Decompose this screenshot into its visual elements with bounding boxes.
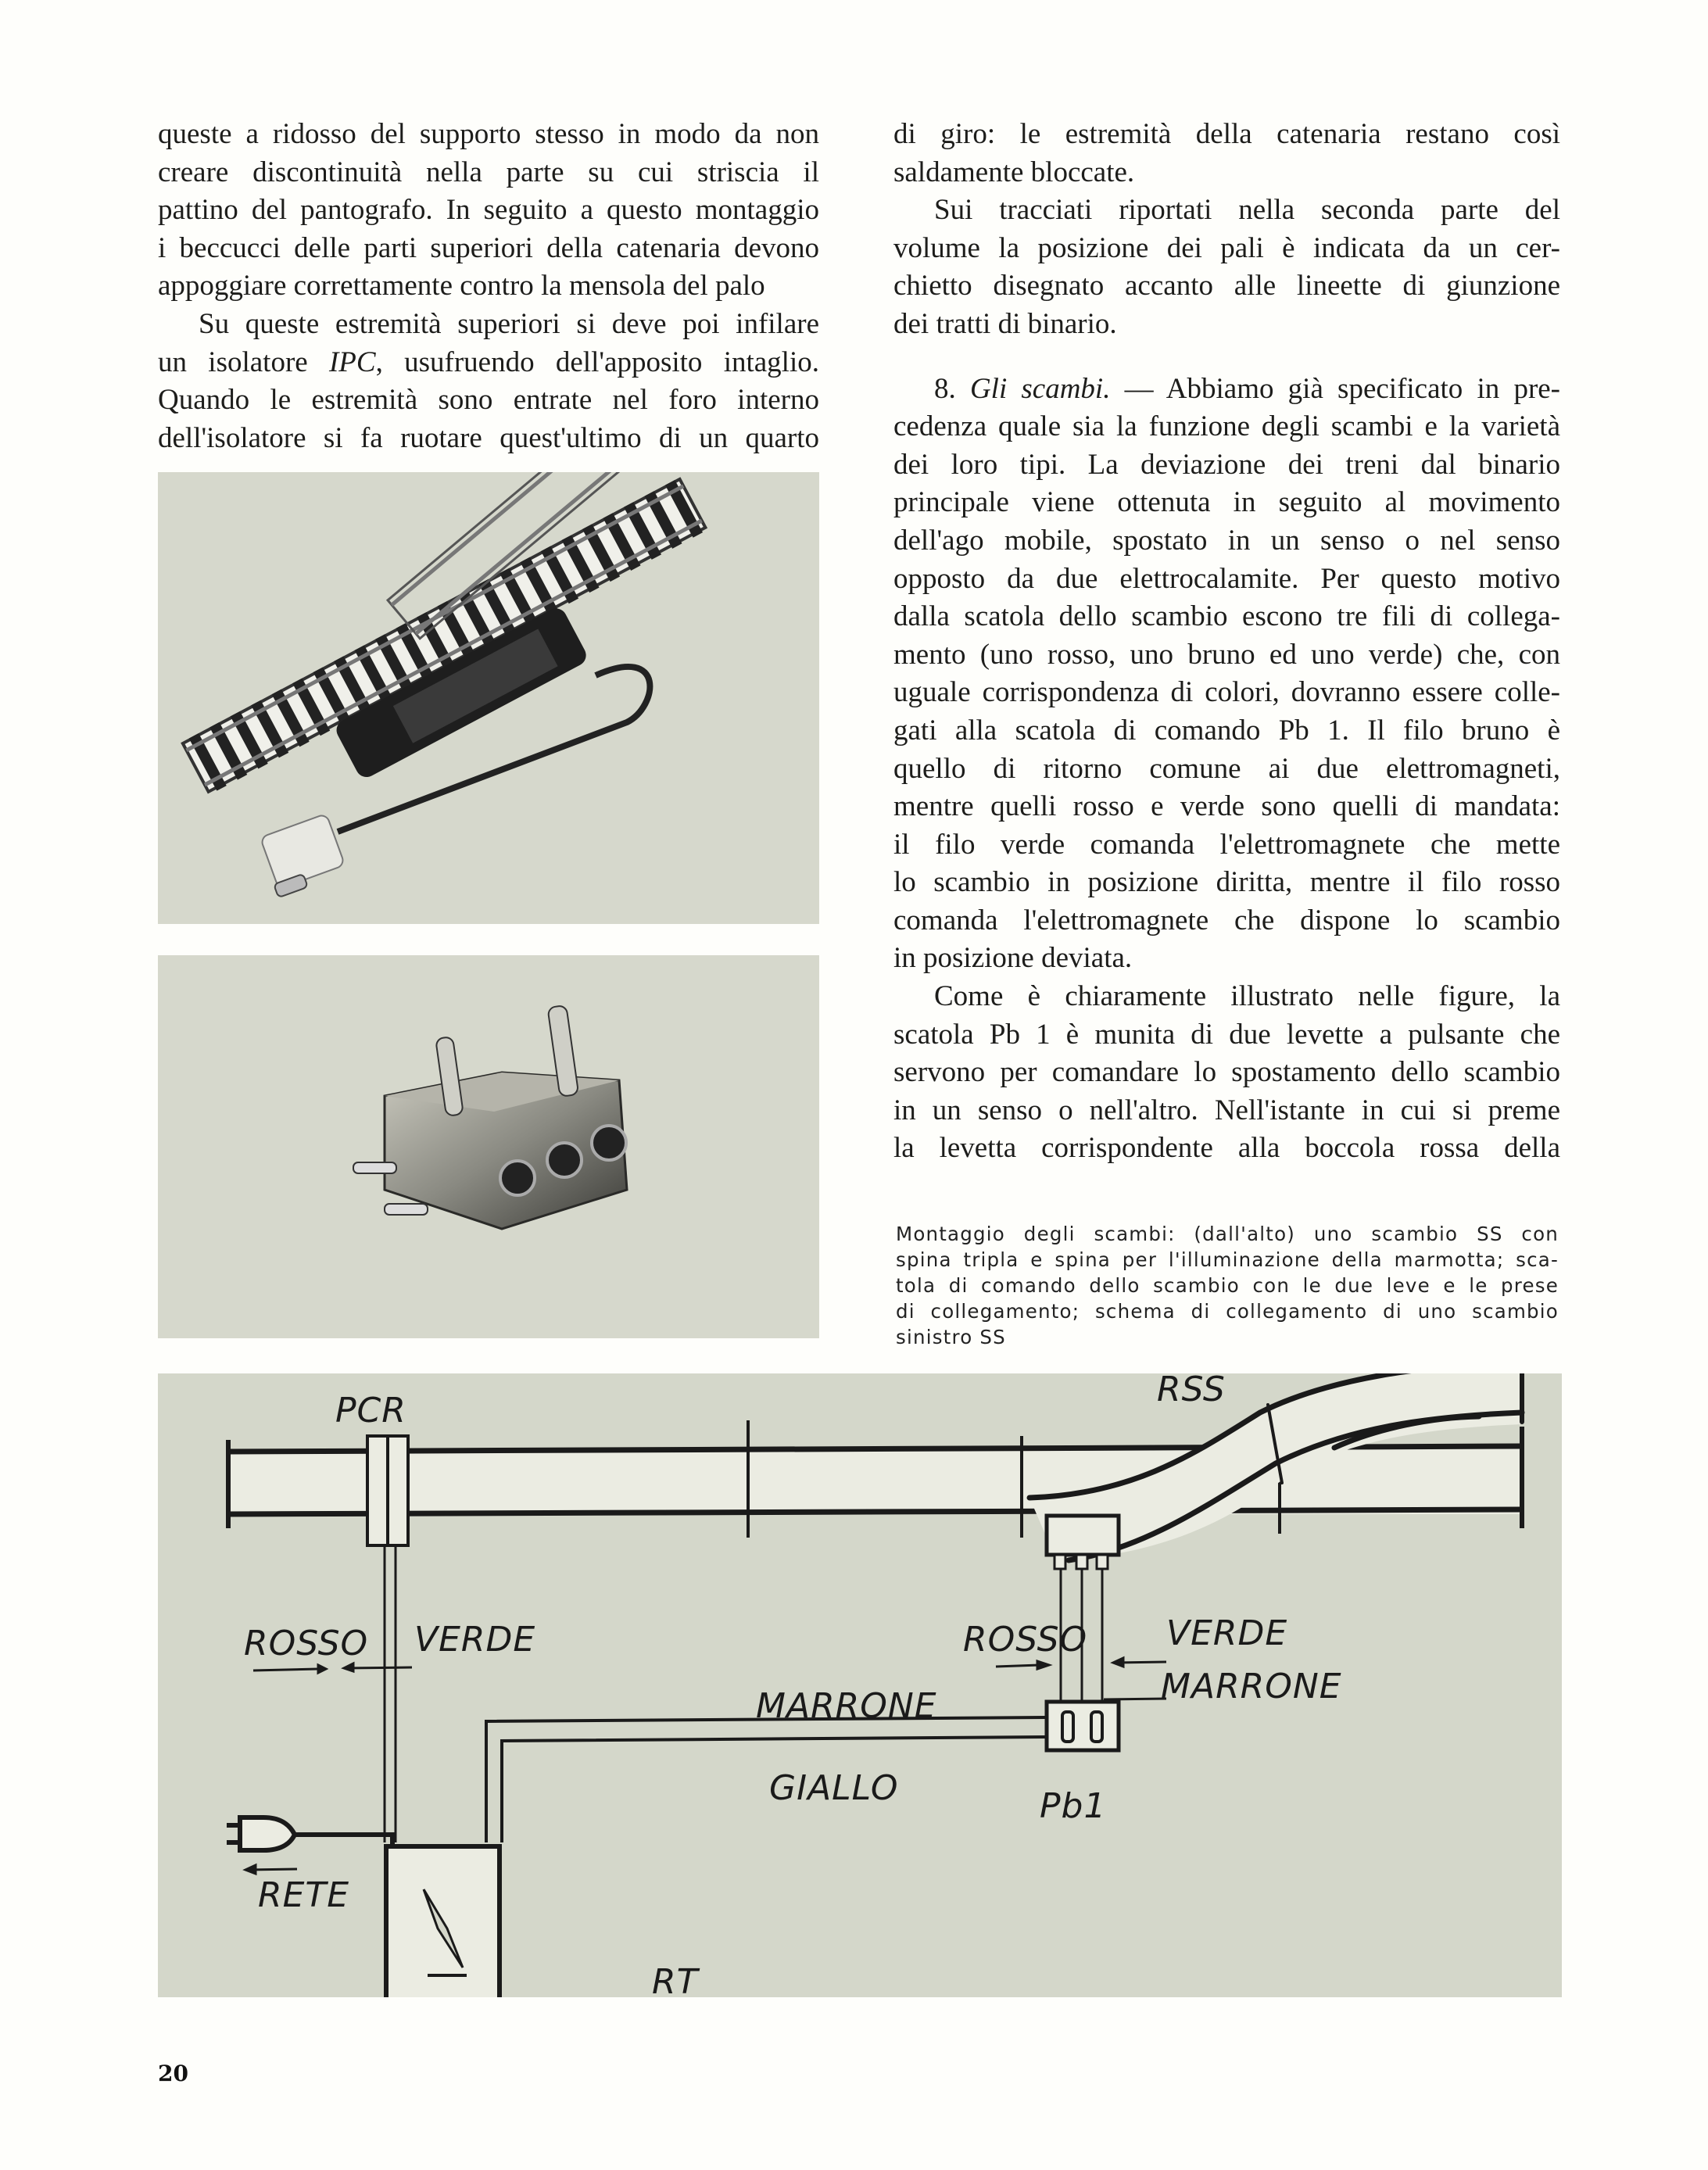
- text-line: dell'isolatore si fa ruotare quest'ultimo di un quarto: [158, 421, 819, 454]
- mains-plug: [227, 1817, 392, 1850]
- label-verde-left: VERDE: [414, 1620, 536, 1660]
- label-marrone-mid: MARRONE: [756, 1686, 937, 1726]
- text-line: dei loro tipi. La deviazione dei treni dal binario: [893, 448, 1560, 481]
- caption-line: spina tripla e spina per l'illuminazione della marmotta; sca-: [896, 1248, 1559, 1271]
- ipc-term: IPC: [328, 346, 376, 378]
- text-line: volume la posizione dei pali è indicata da un cer-: [893, 231, 1560, 264]
- text-line: lo scambio in posizione diritta, mentre il filo rosso: [893, 866, 1560, 899]
- text-line: dalla scatola dello scambio escono tre fili di collega-: [893, 600, 1560, 633]
- label-rosso-right: ROSSO: [963, 1620, 1088, 1660]
- text-line: mento (uno rosso, uno bruno ed uno verde) che, con: [893, 638, 1560, 671]
- text-line: i beccucci delle parti superiori della catenaria devono: [158, 231, 819, 264]
- pin-1: [353, 1162, 396, 1173]
- wiring-diagram: [158, 1373, 1562, 1997]
- text-line: cedenza quale sia la funzione degli scambi e la varietà: [893, 410, 1560, 443]
- caption-line: di collegamento; schema di collegamento di uno scambio: [896, 1300, 1559, 1323]
- text-span: Abbiamo già specificato in pre-: [1166, 372, 1561, 405]
- label-pb1: Pb1: [1040, 1786, 1107, 1826]
- rt-wires: [486, 1717, 1045, 1842]
- rt-transformer: [386, 1846, 500, 1997]
- pb1-box: [1047, 1702, 1119, 1750]
- pin-2: [385, 1204, 428, 1215]
- caption-line: tola di comando dello scambio con le due leve e le prese: [896, 1274, 1559, 1297]
- text-line: appoggiare correttamente contro la mensola del palo: [158, 270, 765, 303]
- text-line: di giro: le estremità della catenaria restano così: [893, 118, 1560, 150]
- text-line: pattino del pantografo. In seguito a questo montaggio: [158, 194, 819, 227]
- pcr-contact: [367, 1436, 408, 1842]
- section-title: Gli scambi.: [969, 372, 1111, 405]
- label-giallo: GIALLO: [769, 1768, 899, 1808]
- paragraph-gap: [893, 344, 1560, 371]
- label-rss: RSS: [1157, 1373, 1226, 1409]
- text-line: Quando le estremità sono entrate nel foro interno: [158, 384, 819, 417]
- left-column: [158, 116, 819, 457]
- wiring-diagram-svg: [158, 1373, 1562, 1997]
- caption-line: Montaggio degli scambi: (dall'alto) uno scambio SS con: [896, 1223, 1559, 1245]
- control-box-illustration: [158, 955, 819, 1338]
- text-line: il filo verde comanda l'elettromagnete che mette: [893, 828, 1560, 861]
- text-line: scatola Pb 1 è munita di due levette a pulsante che: [893, 1018, 1560, 1051]
- text-line: servono per comandare lo spostamento dello scambio: [893, 1056, 1560, 1089]
- text-line: dei tratti di binario.: [893, 307, 1117, 340]
- figure-caption: [896, 1221, 1559, 1350]
- text-line: mentre quelli rosso e verde sono quelli di mandata:: [893, 790, 1560, 823]
- photo-turnout: [158, 472, 819, 924]
- socket-1: [500, 1161, 535, 1195]
- text-line: in posizione deviata.: [893, 942, 1133, 975]
- text-line: saldamente bloccate.: [893, 156, 1135, 188]
- em-dash: —: [1124, 372, 1154, 405]
- label-marrone-right: MARRONE: [1161, 1667, 1342, 1706]
- text-line: dell'ago mobile, spostato in un senso o nel senso: [893, 524, 1560, 557]
- text-line: Sui tracciati riportati nella seconda parte del: [934, 194, 1560, 227]
- text-line: uguale corrispondenza di colori, dovranno essere colle-: [893, 676, 1560, 709]
- turnout-illustration: [158, 472, 819, 924]
- text-line: queste a ridosso del supporto stesso in modo da non: [158, 118, 819, 150]
- label-pcr: PCR: [335, 1391, 406, 1431]
- text-line: opposto da due elettrocalamite. Per questo motivo: [893, 562, 1560, 595]
- text-line: gati alla scatola di comando Pb 1. Il filo bruno è: [893, 714, 1560, 747]
- label-rete: RETE: [258, 1875, 350, 1915]
- section-heading-line: [893, 371, 1560, 409]
- section-number: 8.: [934, 372, 956, 405]
- photo-control-box: [158, 955, 819, 1338]
- switch-motor: [1047, 1516, 1119, 1702]
- text-line: la levetta corrispondente alla boccola rossa della: [893, 1132, 1560, 1165]
- label-rosso-left: ROSSO: [244, 1624, 369, 1663]
- text-line-ipc: un isolatore IPC, usufruendo dell'apposito intaglio.: [158, 346, 819, 378]
- page-number: 20: [158, 2061, 188, 2086]
- label-rt: RT: [652, 1962, 699, 1997]
- caption-line: sinistro SS: [896, 1326, 1006, 1348]
- text-line: Su queste estremità superiori si deve poi infilare: [199, 307, 819, 340]
- text-line: creare discontinuità nella parte su cui striscia il: [158, 156, 819, 188]
- right-column: [893, 116, 1560, 1168]
- label-verde-right: VERDE: [1166, 1613, 1288, 1653]
- text-line: principale viene ottenuta in seguito al movimento: [893, 486, 1560, 519]
- socket-2: [547, 1143, 582, 1177]
- text-line: Come è chiaramente illustrato nelle figure, la: [934, 980, 1560, 1013]
- text-line: comanda l'elettromagnete che dispone lo scambio: [893, 904, 1560, 936]
- socket-3: [592, 1126, 626, 1160]
- text-line: quello di ritorno comune ai due elettromagneti,: [893, 752, 1560, 785]
- track-main: [183, 479, 706, 792]
- text-line: chietto disegnato accanto alle lineette di giunzione: [893, 270, 1560, 303]
- text-line: in un senso o nell'altro. Nell'istante in cui si preme: [893, 1094, 1560, 1126]
